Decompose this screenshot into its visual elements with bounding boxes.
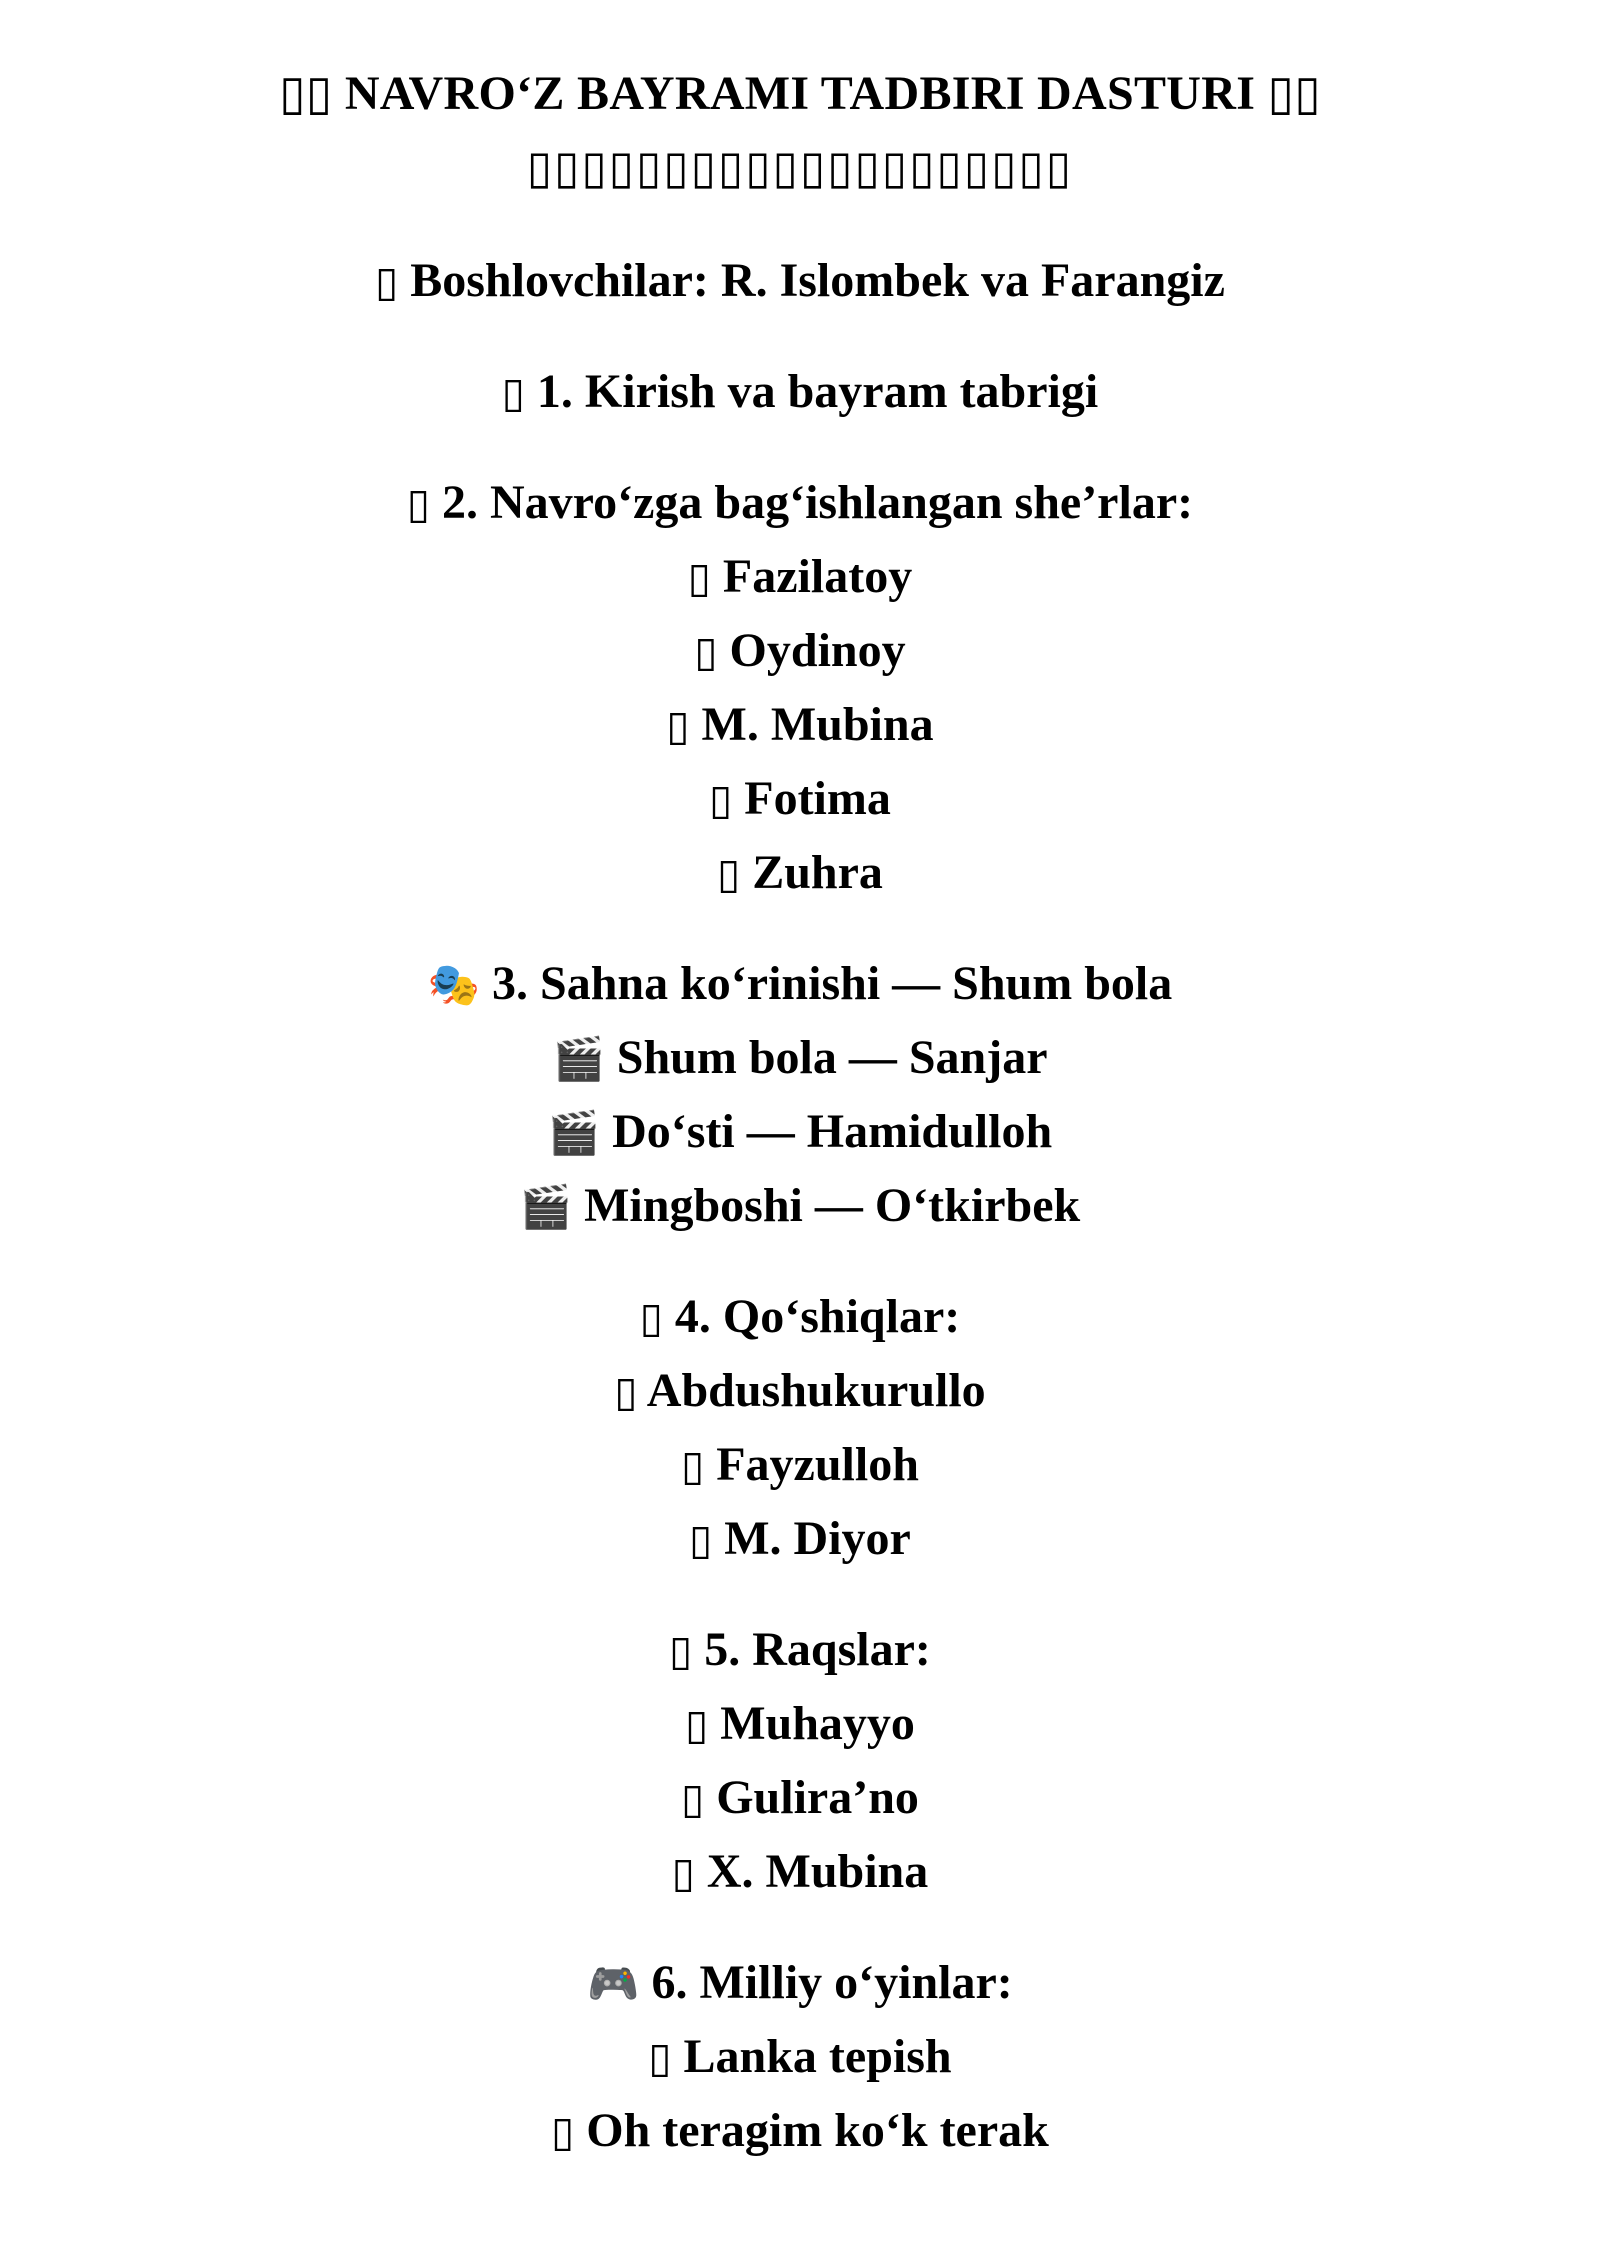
performer-name: Fotima bbox=[744, 772, 891, 825]
clapper-board-icon: 🎬 bbox=[552, 1034, 605, 1083]
game-name: Oh teragim ko‘k terak bbox=[586, 2104, 1049, 2157]
dancer-icon: ▯ bbox=[685, 1700, 709, 1749]
hosts-line bbox=[0, 244, 1600, 318]
microphone-icon: ▯ bbox=[375, 257, 399, 306]
poem-icon: ▯ bbox=[406, 479, 430, 528]
role-text: Do‘sti — Hamidulloh bbox=[612, 1105, 1053, 1158]
performer-name: M. Mubina bbox=[701, 698, 934, 751]
dance-icon: ▯ bbox=[669, 1626, 693, 1675]
section-title: 6. Milliy o‘yinlar: bbox=[651, 1956, 1013, 2009]
document-title: ▯▯ NAVRO‘Z BAYRAMI TADBIRI DASTURI ▯▯ bbox=[279, 67, 1321, 120]
section-1 bbox=[0, 355, 1600, 429]
section-5 bbox=[0, 1613, 1600, 1909]
flower-icon: ▯ bbox=[717, 849, 741, 898]
section-2 bbox=[0, 466, 1600, 910]
list-item bbox=[0, 614, 1600, 688]
flower-icon: ▯ bbox=[694, 627, 718, 676]
performer-name: Oydinoy bbox=[729, 624, 906, 677]
list-item bbox=[0, 540, 1600, 614]
clapper-board-icon: 🎬 bbox=[519, 1182, 573, 1231]
list-item bbox=[0, 1021, 1600, 1095]
section-4 bbox=[0, 1280, 1600, 1576]
section-heading bbox=[0, 1946, 1600, 2020]
section-title: 5. Raqslar: bbox=[704, 1623, 931, 1676]
game-name: Lanka tepish bbox=[683, 2030, 952, 2083]
microphone-icon: ▯ bbox=[681, 1441, 705, 1490]
performer-name: X. Mubina bbox=[706, 1845, 929, 1898]
performer-name: Fayzulloh bbox=[716, 1438, 919, 1491]
performer-name: Gulira’no bbox=[716, 1771, 919, 1824]
flower-icon: ▯ bbox=[687, 553, 711, 602]
dancer-icon: ▯ bbox=[681, 1774, 705, 1823]
section-icon: ▯ bbox=[501, 368, 525, 417]
flower-icon: ▯ bbox=[666, 701, 690, 750]
microphone-icon: ▯ bbox=[614, 1367, 638, 1416]
list-item bbox=[0, 1095, 1600, 1169]
list-item bbox=[0, 688, 1600, 762]
section-title: 1. Kirish va bayram tabrigi bbox=[536, 365, 1099, 418]
section-title: 2. Navro‘zga bag‘ishlangan she’rlar: bbox=[442, 476, 1194, 529]
section-heading bbox=[0, 947, 1600, 1021]
section-heading bbox=[0, 1613, 1600, 1687]
performer-name: Muhayyo bbox=[720, 1697, 915, 1750]
section-3 bbox=[0, 947, 1600, 1243]
list-item bbox=[0, 2094, 1600, 2168]
clapper-board-icon: 🎬 bbox=[547, 1108, 601, 1157]
dancer-icon: ▯ bbox=[671, 1848, 695, 1897]
list-item bbox=[0, 1761, 1600, 1835]
flower-icon: ▯ bbox=[709, 775, 733, 824]
section-title: 3. Sahna ko‘rinishi — Shum bola bbox=[492, 957, 1173, 1010]
list-item bbox=[0, 762, 1600, 836]
hosts-text: Boshlovchilar: R. Islombek va Farangiz bbox=[410, 254, 1225, 307]
performer-name: Zuhra bbox=[752, 846, 883, 899]
list-item bbox=[0, 1502, 1600, 1576]
title-decoration: ▯▯▯▯▯▯▯▯▯▯▯▯▯▯▯▯▯▯▯▯ bbox=[526, 142, 1074, 193]
music-icon: ▯ bbox=[639, 1293, 663, 1342]
performer-name: M. Diyor bbox=[724, 1512, 911, 1565]
role-text: Shum bola — Sanjar bbox=[616, 1031, 1048, 1084]
section-6 bbox=[0, 1946, 1600, 2168]
section-heading bbox=[0, 355, 1600, 429]
list-item bbox=[0, 1835, 1600, 1909]
section-title: 4. Qo‘shiqlar: bbox=[674, 1290, 961, 1343]
role-text: Mingboshi — O‘tkirbek bbox=[584, 1179, 1081, 1232]
list-item bbox=[0, 1687, 1600, 1761]
performer-name: Fazilatoy bbox=[722, 550, 913, 603]
section-heading bbox=[0, 1280, 1600, 1354]
list-item bbox=[0, 1354, 1600, 1428]
game-icon: ▯ bbox=[648, 2033, 672, 2082]
microphone-icon: ▯ bbox=[689, 1515, 713, 1564]
list-item bbox=[0, 2020, 1600, 2094]
section-heading bbox=[0, 466, 1600, 540]
list-item bbox=[0, 1169, 1600, 1243]
gamepad-icon: 🎮 bbox=[587, 1959, 640, 2008]
theater-masks-icon: 🎭 bbox=[427, 960, 481, 1009]
performer-name: Abdushukurullo bbox=[646, 1364, 986, 1417]
game-icon: ▯ bbox=[551, 2107, 575, 2156]
list-item bbox=[0, 1428, 1600, 1502]
list-item bbox=[0, 836, 1600, 910]
